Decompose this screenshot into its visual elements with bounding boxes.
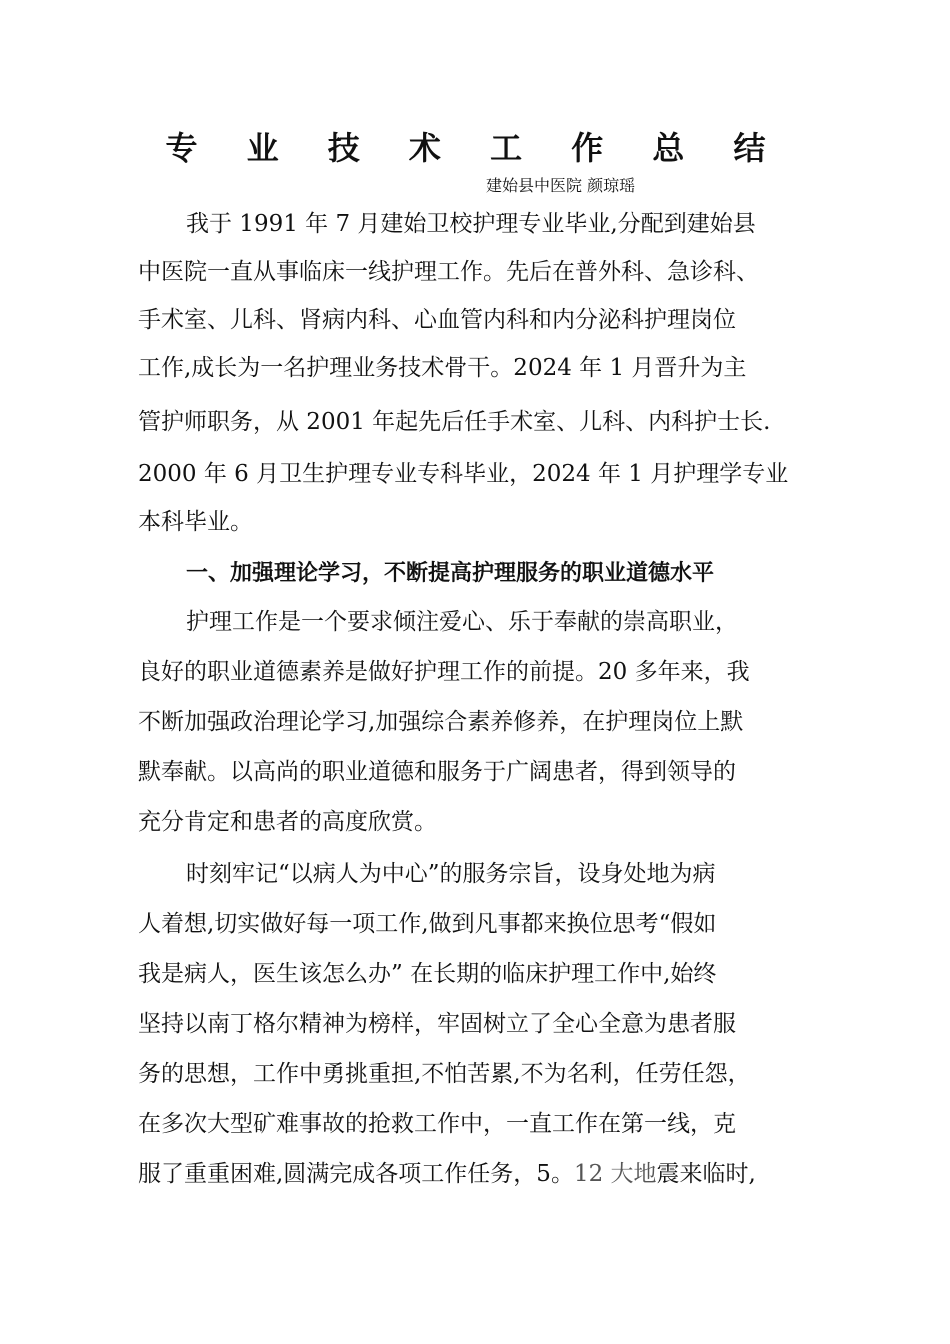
last-line-gray-text: 12 大地 bbox=[573, 1161, 657, 1187]
paragraph-line: 2000 年 6 月卫生护理专业专科毕业，2024 年 1 月护理学专业 bbox=[138, 461, 789, 487]
paragraph-line: 我于 1991 年 7 月建始卫校护理专业毕业,分配到建始县 bbox=[186, 211, 756, 237]
paragraph-line: 在多次大型矿难事故的抢救工作中，一直工作在第一线，克 bbox=[138, 1111, 736, 1137]
paragraph-line: 务的思想，工作中勇挑重担,不怕苦累,不为名利，任劳任怨， bbox=[138, 1061, 751, 1087]
paragraph-line: 本科毕业。 bbox=[138, 509, 253, 535]
paragraph-line: 管护师职务，从 2001 年起先后任手术室、儿科、内科护士长. bbox=[138, 409, 771, 435]
paragraph-line: 工作,成长为一名护理业务技术骨干。2024 年 1 月晋升为主 bbox=[138, 355, 747, 381]
author-byline: 建始县中医院 颜琼瑶 bbox=[486, 176, 636, 195]
paragraph-line: 中医院一直从事临床一线护理工作。先后在普外科、急诊科、 bbox=[138, 259, 759, 285]
section-heading: 一、加强理论学习，不断提高护理服务的职业道德水平 bbox=[186, 561, 715, 586]
paragraph-line: 默奉献。以高尚的职业道德和服务于广阔患者，得到领导的 bbox=[138, 759, 736, 785]
paragraph-line: 我是病人，医生该怎么办” 在长期的临床护理工作中,始终 bbox=[138, 961, 717, 987]
last-line-text: 服了重重困难,圆满完成各项工作任务，5。 bbox=[138, 1161, 574, 1187]
paragraph-line: 时刻牢记“以病人为中心”的服务宗旨，设身处地为病 bbox=[186, 861, 716, 887]
paragraph-line: 护理工作是一个要求倾注爱心、乐于奉献的崇高职业， bbox=[186, 609, 738, 635]
paragraph-line: 人着想,切实做好每一项工作,做到凡事都来换位思考“假如 bbox=[138, 911, 717, 937]
document-title: 专 业 技 术 工 作 总 结 bbox=[165, 129, 785, 167]
paragraph-line: 不断加强政治理论学习,加强综合素养修养，在护理岗位上默 bbox=[138, 709, 744, 735]
last-line-tail-text: 震来临时, bbox=[656, 1161, 756, 1187]
paragraph-line: 坚持以南丁格尔精神为榜样，牢固树立了全心全意为患者服 bbox=[138, 1011, 736, 1037]
paragraph-line-last bbox=[138, 1150, 818, 1198]
paragraph-line: 手术室、儿科、肾病内科、心血管内科和内分泌科护理岗位 bbox=[138, 307, 736, 333]
paragraph-line: 良好的职业道德素养是做好护理工作的前提。20 多年来，我 bbox=[138, 659, 750, 685]
paragraph-line: 充分肯定和患者的高度欣赏。 bbox=[138, 809, 437, 835]
